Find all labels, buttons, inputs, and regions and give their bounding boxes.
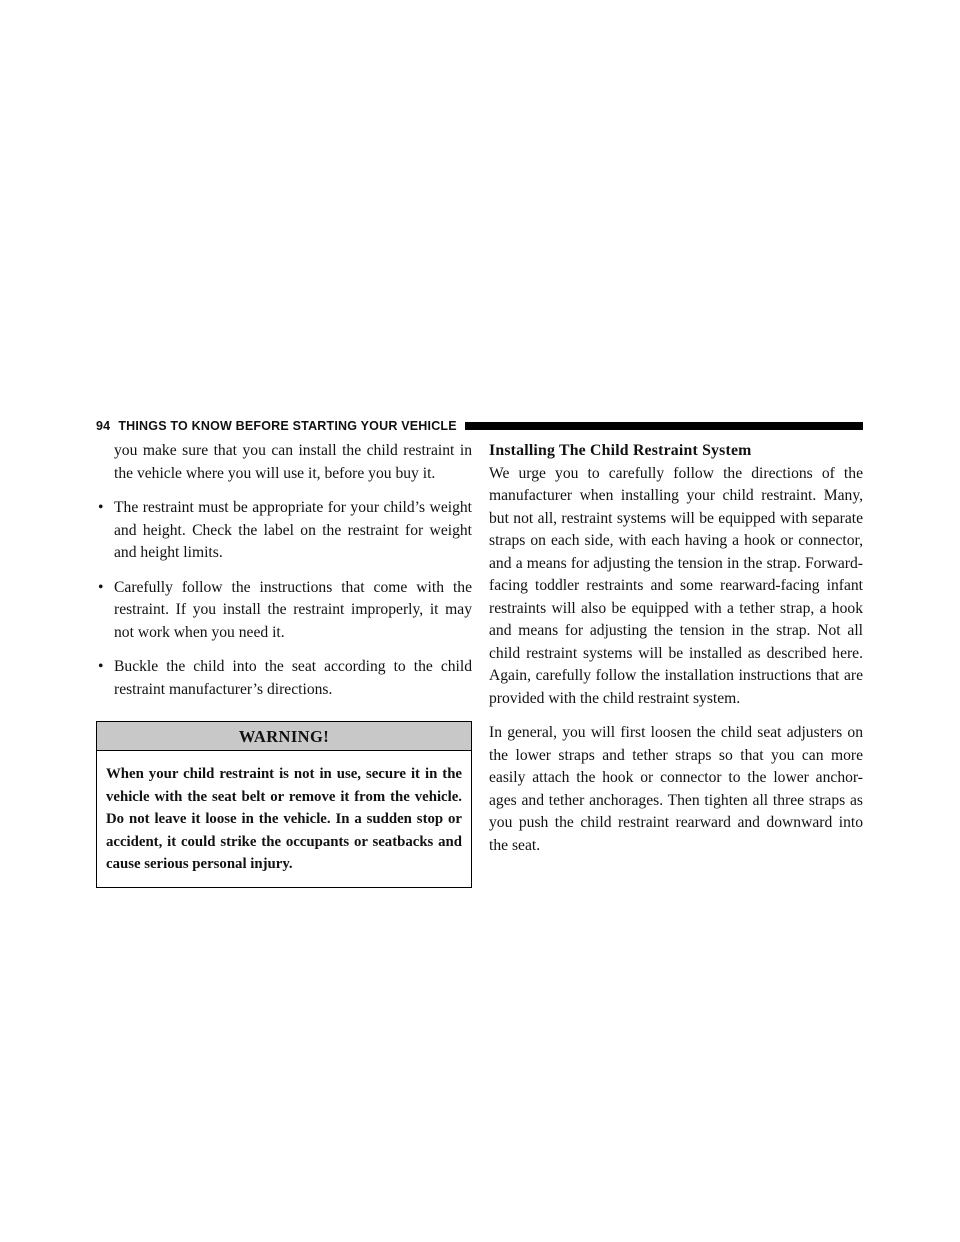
list-item	[96, 577, 472, 645]
page-header	[96, 417, 863, 435]
body-paragraph: We urge you to carefully follow the directions of the manufacturer when installing your child restraint. Many, but not all, restraint systems will be equipped with separate straps on each side, with each having a hook or connector, and a means for adjusting the tension in the strap. Forward-facing toddler restraints and some rearward-facing infant restraints will also be equipped with a tether strap, a hook and means for adjusting the tension in the strap. Not all child restraint systems will be installed as described here. Again, carefully follow the installation instructions that are provided with the child restraint system.	[489, 464, 863, 707]
intro-paragraph: you make sure that you can install the child restraint in the vehicle where you will use it, before you buy it.	[114, 442, 472, 482]
list-item-text: Carefully follow the instructions that come with the restraint. If you install the restraint improperly, it may not work when you need it.	[114, 578, 472, 641]
bullet-icon: •	[98, 499, 104, 516]
list-item-text: Buckle the child into the seat according to the child restraint manufacturer’s directions.	[114, 658, 472, 698]
section-title: THINGS TO KNOW BEFORE STARTING YOUR VEHICLE	[118, 419, 457, 433]
body-paragraph: In general, you will first loosen the child seat adjusters on the lower straps and tether straps so that you can more easily attach the hook or connector to the lower anchor-ages and tether anchorages. Then tighten all three straps as you push the child restraint rearward and downward into the seat.	[489, 724, 863, 854]
warning-box	[96, 721, 472, 888]
right-column	[489, 440, 863, 857]
bullet-icon: •	[98, 578, 104, 596]
bullet-list	[96, 497, 472, 701]
bullet-icon: •	[98, 658, 104, 675]
page-number: 94	[96, 419, 111, 433]
warning-title: WARNING!	[97, 722, 471, 751]
section-heading: Installing The Child Restraint System	[489, 442, 752, 459]
header-rule	[465, 422, 863, 430]
list-item	[96, 497, 472, 565]
left-column	[96, 440, 472, 888]
warning-text: When your child restraint is not in use, secure it in the vehicle with the seat belt or remove it from the vehicle. Do not leave it loose in the vehicle. In a sudden stop or accident, it could strike the occupants or seatbacks and cause serious personal injury.	[106, 766, 462, 872]
list-item-text: The restraint must be appropriate for your child’s weight and height. Check the label on the restraint for weight and height limits.	[114, 499, 472, 561]
list-item	[96, 656, 472, 701]
